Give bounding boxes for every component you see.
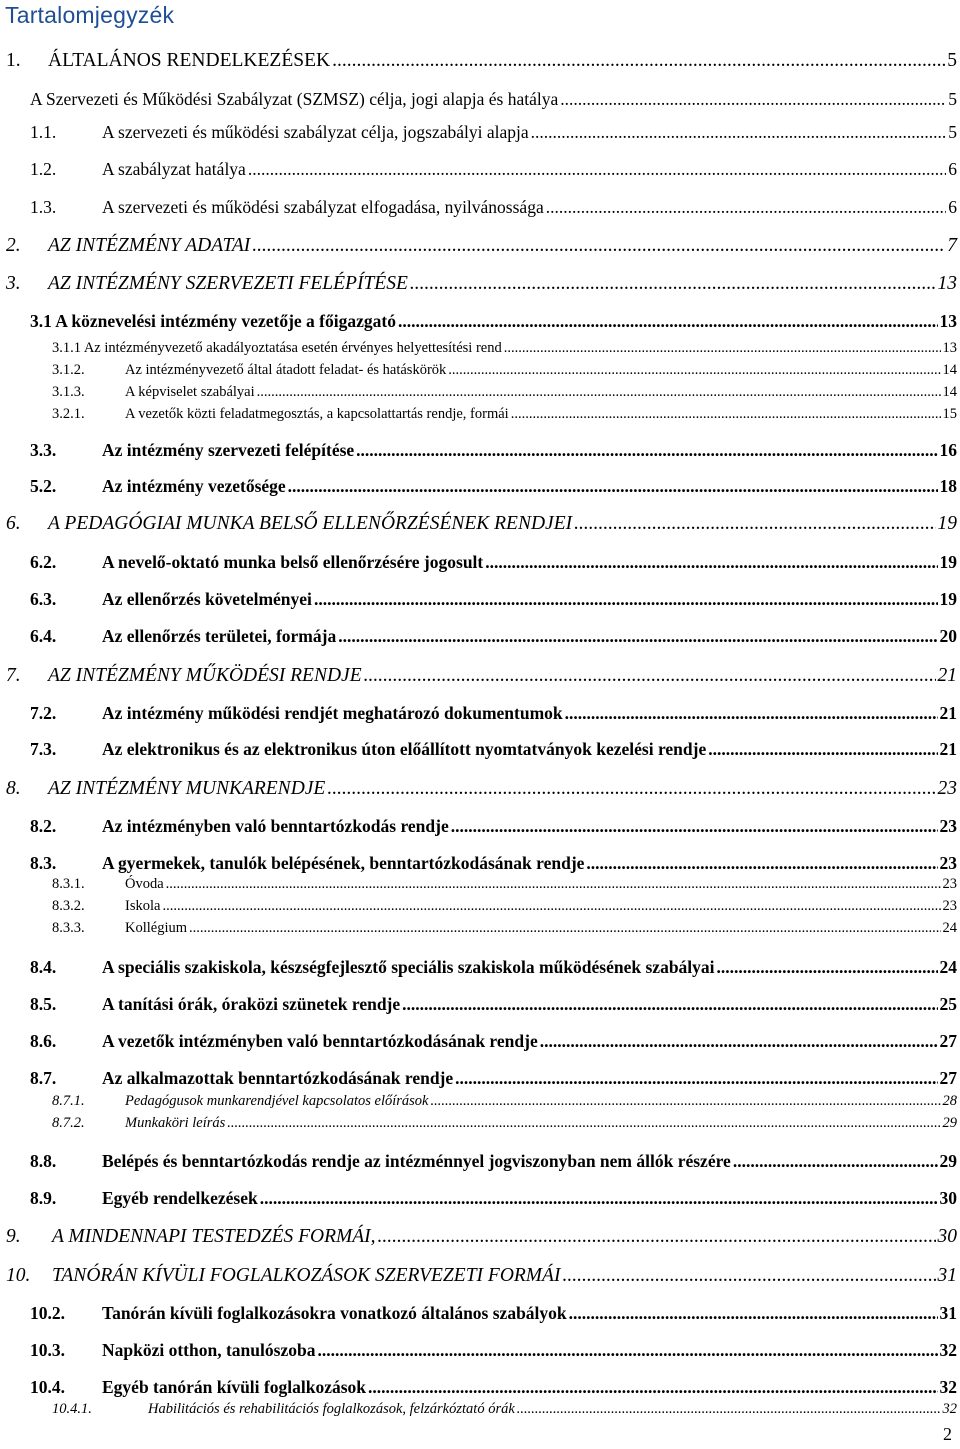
toc-dot-leader — [569, 1304, 938, 1323]
toc-entry-page: 30 — [937, 1226, 957, 1247]
toc-entry-label: 3.1 A köznevelési intézmény vezetője a főigazgató — [30, 311, 396, 331]
toc-entry-number: 10. — [6, 1265, 31, 1286]
toc-entry[interactable] — [0, 441, 957, 460]
toc-entry-label: A tanítási órák, óraközi szünetek rendje — [102, 994, 401, 1014]
toc-dot-leader — [227, 1116, 940, 1132]
page-number: 2 — [943, 1424, 952, 1444]
toc-entry-label: Napközi otthon, tanulószoba — [102, 1340, 316, 1360]
toc-entry-label: A Szervezeti és Működési Szabályzat (SZMSZ) célja, jogi alapja és hatálya — [30, 89, 559, 109]
toc-entry-page: 21 — [939, 739, 957, 759]
toc-dot-leader — [402, 995, 937, 1014]
toc-entry-page: 29 — [939, 1151, 957, 1171]
toc-dot-leader — [562, 1265, 935, 1286]
toc-entry-label: AZ INTÉZMÉNY ADATAI — [48, 235, 251, 256]
toc-entry-label: TANÓRÁN KÍVÜLI FOGLALKOZÁSOK SZERVEZETI FORMÁI — [52, 1265, 561, 1286]
toc-dot-leader — [317, 1341, 937, 1360]
toc-entry-number: 8.8. — [30, 1151, 57, 1171]
toc-entry-page: 19 — [939, 589, 957, 609]
toc-entry-page: 14 — [942, 362, 957, 378]
toc-dot-leader — [189, 921, 940, 937]
toc-entry[interactable] — [0, 1378, 957, 1397]
toc-entry-label: A szabályzat hatálya — [102, 159, 246, 179]
toc-entry-page: 31 — [939, 1303, 957, 1323]
toc-entry[interactable] — [0, 50, 957, 71]
toc-entry-page: 23 — [939, 853, 957, 873]
toc-entry-label: A szervezeti és működési szabályzat célja, jogszabályi alapja — [102, 122, 529, 142]
toc-entry-page: 5 — [947, 50, 957, 71]
toc-entry-number: 10.4.1. — [52, 1401, 92, 1417]
toc-dot-leader — [364, 665, 936, 686]
toc-entry-label: A nevelő-oktató munka belső ellenőrzésére jogosult — [102, 552, 484, 572]
toc-entry-page: 29 — [942, 1115, 957, 1131]
toc-dot-leader — [574, 513, 935, 534]
toc-entry[interactable] — [0, 123, 957, 142]
toc-entry-label: AZ INTÉZMÉNY MŰKÖDÉSI RENDJE — [48, 665, 362, 686]
toc-entry[interactable] — [0, 1094, 957, 1110]
toc-entry-page: 28 — [942, 1093, 957, 1109]
toc-dot-leader — [431, 1094, 941, 1110]
toc-dot-leader — [546, 198, 947, 217]
toc-dot-leader — [455, 1069, 937, 1088]
toc-entry-label: AZ INTÉZMÉNY SZERVEZETI FELÉPÍTÉSE — [48, 273, 408, 294]
toc-entry-page: 13 — [939, 311, 957, 331]
toc-dot-leader — [398, 312, 938, 331]
toc-entry[interactable] — [0, 1402, 957, 1418]
toc-entry-page: 24 — [939, 957, 957, 977]
toc-entry[interactable] — [0, 1226, 957, 1247]
toc-dot-leader — [288, 477, 938, 496]
toc-dot-leader — [451, 817, 938, 836]
toc-entry-page: 21 — [939, 703, 957, 723]
toc-entry-label: Az elektronikus és az elektronikus úton előállított nyomtatványok kezelési rendje — [102, 739, 707, 759]
toc-entry[interactable] — [0, 1152, 957, 1171]
toc-entry-number: 7.3. — [30, 739, 57, 759]
toc-entry[interactable] — [0, 160, 957, 179]
toc-entry-label: Az intézmény vezetősége — [102, 476, 286, 496]
toc-entry-page: 31 — [937, 1265, 957, 1286]
toc-dot-leader — [448, 363, 940, 379]
toc-entry[interactable] — [0, 958, 957, 977]
toc-entry[interactable] — [0, 312, 957, 331]
toc-entry-page: 30 — [939, 1188, 957, 1208]
toc-entry-label: Az ellenőrzés területei, formája — [102, 626, 337, 646]
toc-entry-page: 23 — [942, 898, 957, 914]
toc-entry[interactable] — [0, 363, 957, 379]
toc-dot-leader — [560, 90, 946, 109]
toc-entry-page: 27 — [939, 1068, 957, 1088]
toc-dot-leader — [252, 235, 945, 256]
toc-entry-page: 32 — [939, 1377, 957, 1397]
toc-entry-label: Tanórán kívüli foglalkozásokra vonatkozó általános szabályok — [102, 1303, 567, 1323]
toc-entry-label: Óvoda — [125, 876, 164, 892]
toc-entry-number: 8.9. — [30, 1188, 57, 1208]
toc-dot-leader — [708, 740, 937, 759]
toc-entry-number: 8.3.2. — [52, 898, 85, 914]
toc-entry-page: 27 — [939, 1031, 957, 1051]
toc-entry-page: 14 — [942, 384, 957, 400]
toc-entry-number: 8.5. — [30, 994, 57, 1014]
toc-entry-page: 23 — [937, 778, 957, 799]
toc-entry-page: 24 — [942, 920, 957, 936]
toc-dot-leader — [717, 958, 938, 977]
toc-entry-label: Egyéb tanórán kívüli foglalkozások — [102, 1377, 367, 1397]
toc-entry-number: 6.2. — [30, 552, 57, 572]
toc-dot-leader — [162, 899, 940, 915]
toc-entry-label: A vezetők intézményben való benntartózkodásának rendje — [102, 1031, 538, 1051]
toc-entry-number: 3.1.3. — [52, 384, 85, 400]
toc-entry-label: ÁLTALÁNOS RENDELKEZÉSEK — [48, 50, 331, 71]
toc-entry-page: 5 — [948, 122, 957, 142]
toc-entry[interactable] — [0, 477, 957, 496]
toc-entry[interactable] — [0, 407, 957, 423]
toc-entry-label: Belépés és benntartózkodás rendje az intézménnyel jogviszonyban nem állók részére — [102, 1151, 731, 1171]
toc-dot-leader — [248, 160, 946, 179]
toc-entry[interactable] — [0, 341, 957, 357]
toc-entry-page: 23 — [942, 876, 957, 892]
toc-entry-page: 19 — [937, 513, 957, 534]
toc-entry-number: 2. — [6, 235, 21, 256]
toc-entry[interactable] — [0, 665, 957, 686]
toc-entry[interactable] — [0, 995, 957, 1014]
toc-dot-leader — [517, 1402, 941, 1418]
toc-entry-label: A MINDENNAPI TESTEDZÉS FORMÁI, — [52, 1226, 376, 1247]
toc-entry[interactable] — [0, 899, 957, 915]
toc-dot-leader — [410, 273, 936, 294]
toc-entry-number: 8.2. — [30, 816, 57, 836]
toc-entry-label: Az alkalmazottak benntartózkodásának rendje — [102, 1068, 454, 1088]
toc-entry-number: 7.2. — [30, 703, 57, 723]
toc-entry-label: Egyéb rendelkezések — [102, 1188, 258, 1208]
toc-entry[interactable] — [0, 90, 957, 109]
toc-entry[interactable] — [0, 1189, 957, 1208]
toc-entry-number: 7. — [6, 665, 21, 686]
toc-entry[interactable] — [0, 627, 957, 646]
toc-entry-number: 8.7.1. — [52, 1093, 85, 1109]
toc-entry[interactable] — [0, 1304, 957, 1323]
toc-entry[interactable] — [0, 273, 957, 294]
toc-entry-number: 8.6. — [30, 1031, 57, 1051]
toc-dot-leader — [540, 1032, 938, 1051]
toc-entry-label: A szervezeti és működési szabályzat elfogadása, nyilvánossága — [102, 197, 544, 217]
toc-entry[interactable] — [0, 385, 957, 401]
toc-entry-label: A vezetők közti feladatmegosztás, a kapcsolattartás rendje, formái — [125, 406, 509, 422]
toc-entry-number: 1.1. — [30, 122, 57, 142]
toc-dot-leader — [504, 341, 941, 357]
toc-entry-page: 32 — [942, 1401, 957, 1417]
toc-dot-leader — [586, 854, 937, 873]
toc-entry-number: 3.3. — [30, 440, 57, 460]
toc-dot-leader — [338, 627, 937, 646]
toc-entry-number: 8.3. — [30, 853, 57, 873]
toc-entry-number: 1.3. — [30, 197, 57, 217]
toc-dot-leader — [260, 1189, 938, 1208]
toc-entry-label: 3.1.1 Az intézményvezető akadályoztatása esetén érvényes helyettesítési rend — [52, 340, 502, 356]
toc-entry-label: Kollégium — [125, 920, 188, 936]
toc-dot-leader — [733, 1152, 938, 1171]
toc-entry-page: 21 — [937, 665, 957, 686]
toc-entry[interactable] — [0, 817, 957, 836]
toc-entry-number: 5.2. — [30, 476, 57, 496]
toc-entry-page: 6 — [948, 197, 957, 217]
toc-entry-number: 9. — [6, 1226, 21, 1247]
toc-entry-page: 15 — [942, 406, 957, 422]
toc-title: Tartalomjegyzék — [5, 2, 175, 28]
toc-entry-label: AZ INTÉZMÉNY MUNKARENDJE — [48, 778, 326, 799]
toc-entry[interactable] — [0, 1069, 957, 1088]
toc-entry[interactable] — [0, 740, 957, 759]
toc-entry-label: A gyermekek, tanulók belépésének, benntartózkodásának rendje — [102, 853, 585, 873]
toc-entry[interactable] — [0, 921, 957, 937]
toc-entry[interactable] — [0, 877, 957, 893]
toc-entry-number: 10.4. — [30, 1377, 65, 1397]
toc-entry-label: Iskola — [125, 898, 161, 914]
toc-dot-leader — [565, 704, 938, 723]
toc-entry[interactable] — [0, 1116, 957, 1132]
toc-dot-leader — [485, 553, 937, 572]
toc-dot-leader — [511, 407, 941, 423]
toc-entry-label: Az intézményvezető által átadott feladat- és hatáskörök — [125, 362, 447, 378]
toc-entry-label: Az intézményben való benntartózkodás rendje — [102, 816, 449, 836]
toc-entry-page: 6 — [948, 159, 957, 179]
toc-entry-page: 13 — [942, 340, 957, 356]
toc-entry-number: 3. — [6, 273, 21, 294]
toc-entry-number: 8.3.3. — [52, 920, 85, 936]
toc-entry-page: 18 — [939, 476, 957, 496]
toc-entry-page: 20 — [939, 626, 957, 646]
toc-entry-page: 16 — [939, 440, 957, 460]
toc-entry-label: Az ellenőrzés követelményei — [102, 589, 312, 609]
toc-entry-label: Munkaköri leírás — [125, 1115, 226, 1131]
toc-entry[interactable] — [0, 1032, 957, 1051]
toc-entry-label: A PEDAGÓGIAI MUNKA BELSŐ ELLENŐRZÉSÉNEK RENDJEI — [48, 513, 573, 534]
toc-dot-leader — [368, 1378, 937, 1397]
toc-entry[interactable] — [0, 553, 957, 572]
toc-entry-number: 8.7. — [30, 1068, 57, 1088]
toc-dot-leader — [332, 50, 945, 71]
toc-entry-label: A speciális szakiskola, készségfejlesztő speciális szakiskola működésének szabályai — [102, 957, 715, 977]
toc-entry-number: 8.7.2. — [52, 1115, 85, 1131]
toc-entry-label: Az intézmény működési rendjét meghatározó dokumentumok — [102, 703, 563, 723]
toc-dot-leader — [166, 877, 941, 893]
toc-entry-number: 3.2.1. — [52, 406, 85, 422]
toc-dot-leader — [378, 1226, 936, 1247]
toc-entry-number: 10.3. — [30, 1340, 65, 1360]
toc-entry-page: 19 — [939, 552, 957, 572]
toc-entry-page: 25 — [939, 994, 957, 1014]
toc-entry-page: 7 — [947, 235, 957, 256]
toc-entry-number: 1.2. — [30, 159, 57, 179]
toc-entry[interactable] — [0, 704, 957, 723]
toc-entry-number: 1. — [6, 50, 21, 71]
toc-dot-leader — [531, 123, 947, 142]
toc-entry[interactable] — [0, 198, 957, 217]
toc-entry[interactable] — [0, 513, 957, 534]
toc-entry-number: 8. — [6, 778, 21, 799]
toc-entry-page: 5 — [948, 89, 957, 109]
toc-entry-number: 3.1.2. — [52, 362, 85, 378]
toc-entry-number: 6.3. — [30, 589, 57, 609]
toc-entry-number: 6.4. — [30, 626, 57, 646]
toc-entry-label: Pedagógusok munkarendjével kapcsolatos előírások — [125, 1093, 429, 1109]
toc-entry-number: 10.2. — [30, 1303, 65, 1323]
toc-entry[interactable] — [0, 1341, 957, 1360]
toc-entry-label: A képviselet szabályai — [125, 384, 255, 400]
toc-dot-leader — [257, 385, 941, 401]
toc-entry-page: 23 — [939, 816, 957, 836]
toc-dot-leader — [356, 441, 937, 460]
toc-entry-number: 8.4. — [30, 957, 57, 977]
toc-entry-page: 13 — [937, 273, 957, 294]
toc-entry-number: 8.3.1. — [52, 876, 85, 892]
toc-entry-number: 6. — [6, 513, 21, 534]
toc-entry-label: Az intézmény szervezeti felépítése — [102, 440, 355, 460]
toc-entry[interactable] — [0, 1265, 957, 1286]
toc-entry[interactable] — [0, 854, 957, 873]
toc-dot-leader — [327, 778, 935, 799]
toc-entry[interactable] — [0, 590, 957, 609]
toc-entry[interactable] — [0, 778, 957, 799]
toc-entry-page: 32 — [939, 1340, 957, 1360]
toc-entry[interactable] — [0, 235, 957, 256]
toc-dot-leader — [314, 590, 938, 609]
toc-entry-label: Habilitációs és rehabilitációs foglalkozások, felzárkóztató órák — [148, 1401, 515, 1417]
